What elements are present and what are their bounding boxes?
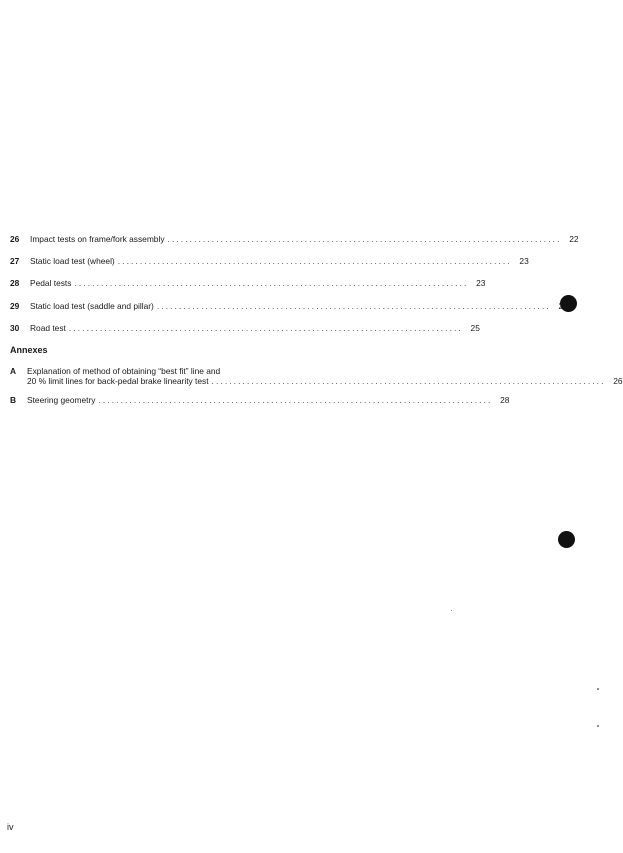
annex-entry (10, 394, 510, 405)
toc-entry-page: 22 (569, 234, 579, 244)
scan-speck (451, 610, 452, 611)
toc-entry-number: 29 (10, 300, 20, 311)
dot-leader: ......................................................................................... (211, 375, 606, 386)
table-of-contents (10, 234, 623, 414)
scan-speck (597, 688, 599, 690)
toc-entry-number: 26 (10, 234, 20, 244)
toc-entry-title: Static load test (saddle and pillar) (30, 300, 154, 311)
annex-title-line-2 (27, 376, 623, 386)
toc-entry-number: 30 (10, 322, 20, 333)
toc-entry (10, 256, 529, 267)
toc-entry (10, 278, 486, 289)
toc-entry-page: 23 (519, 256, 529, 267)
toc-entry-title: Static load test (wheel) (30, 256, 115, 267)
annex-title-line: Explanation of method of obtaining “best fit” line and (27, 365, 221, 376)
binder-hole-icon (560, 295, 577, 312)
dot-leader: ......................................................................................... (68, 322, 463, 333)
dot-leader: ......................................................................................... (74, 278, 469, 289)
annex-page: 26 (613, 375, 623, 386)
page-folio: iv (7, 822, 14, 832)
annex-letter: A (10, 365, 17, 376)
toc-entry-page: 25 (470, 322, 480, 333)
annex-page: 28 (500, 394, 510, 405)
scan-speck (597, 725, 599, 727)
toc-entry-title: Pedal tests (30, 278, 72, 289)
toc-entry (10, 234, 579, 244)
toc-entry-number: 27 (10, 256, 20, 267)
annex-title-continuation: 20 % limit lines for back-pedal brake linearity test (27, 375, 209, 386)
dot-leader: ......................................................................................... (156, 300, 551, 311)
annex-body (27, 366, 623, 386)
toc-entry-title: Impact tests on frame/fork assembly (30, 234, 165, 244)
dot-leader: ......................................................................................... (117, 256, 512, 267)
toc-entry-number: 28 (10, 278, 20, 289)
annex-entry (10, 365, 623, 386)
annex-title-line (27, 395, 509, 405)
dot-leader: ......................................................................................... (167, 234, 562, 244)
annex-body (27, 395, 509, 405)
annex-title: Steering geometry (27, 394, 96, 405)
toc-entry (10, 300, 551, 311)
annex-letter: B (10, 394, 17, 405)
dot-leader: ......................................................................................... (98, 394, 493, 405)
toc-entry-page: 23 (476, 278, 486, 289)
binder-hole-icon (558, 531, 575, 548)
toc-entry (10, 322, 480, 333)
toc-entry-title: Road test (30, 322, 66, 333)
annexes-heading: Annexes (10, 344, 48, 355)
